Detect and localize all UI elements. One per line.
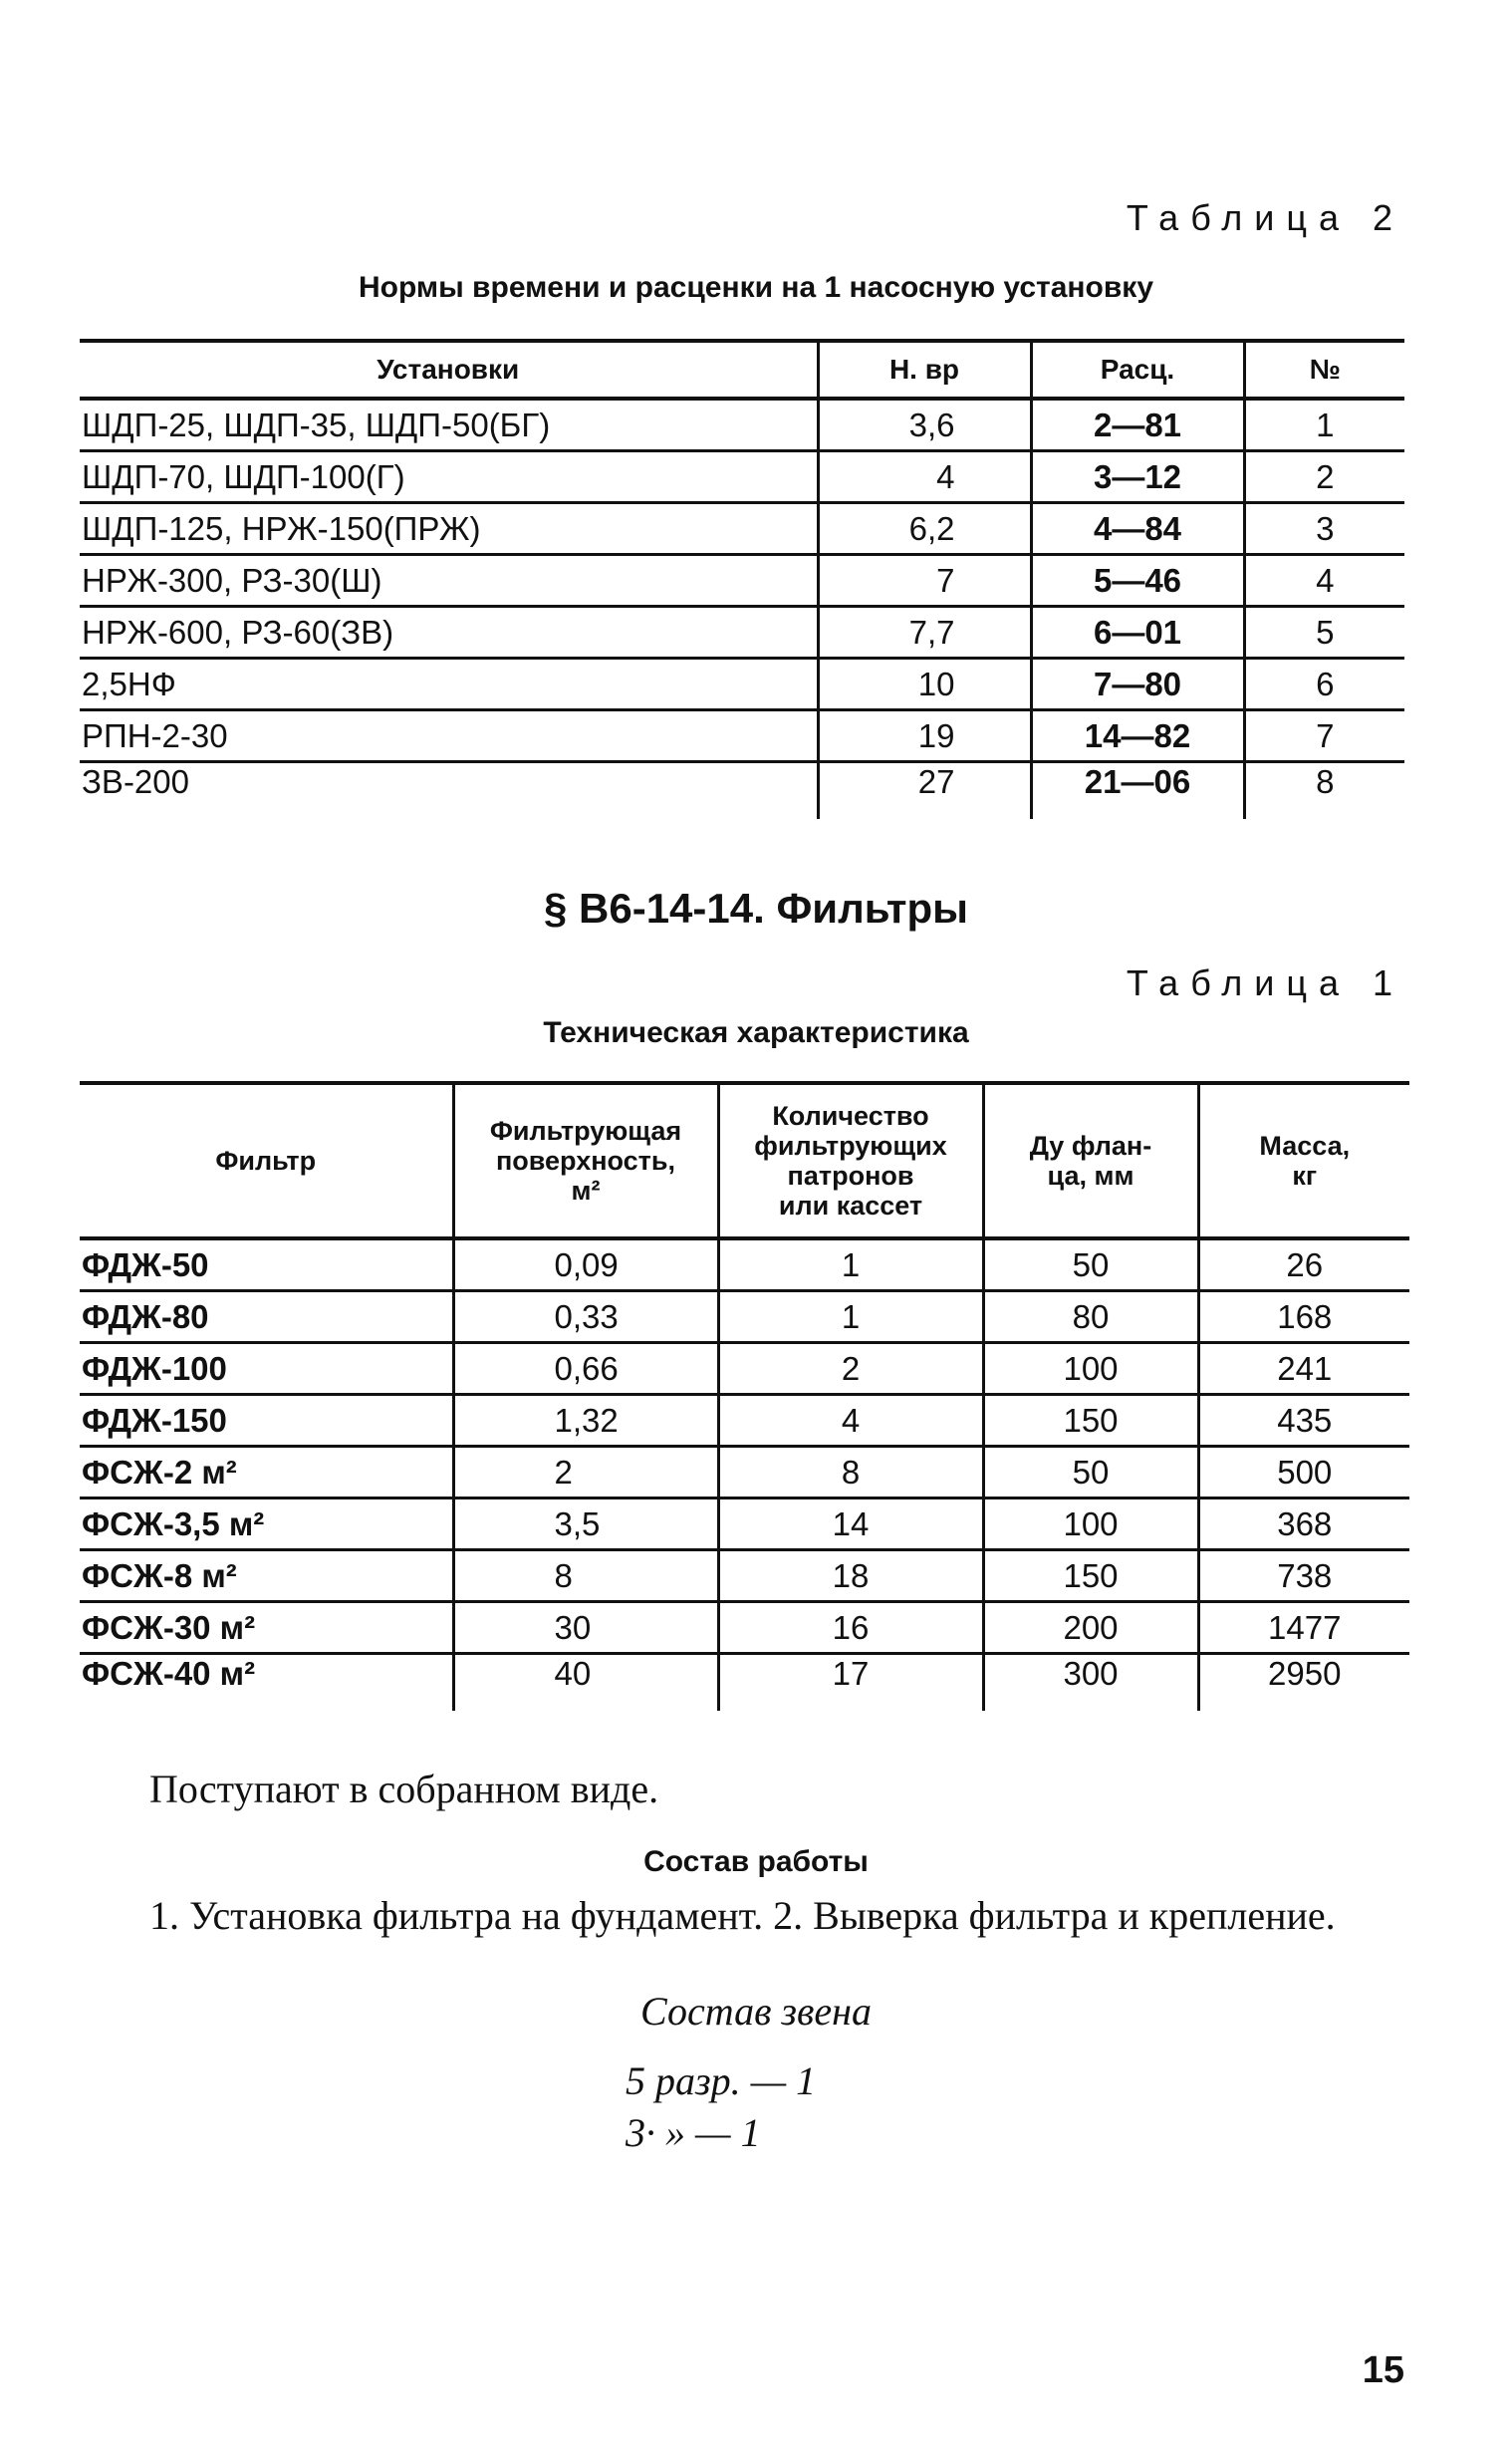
table-row [80,607,1404,659]
table-row [80,1291,1409,1343]
mass-cell: 368 [1198,1498,1409,1550]
number-cell: 3 [1244,503,1404,555]
surface-cell: 0,66 [453,1343,718,1395]
crew-line: 5 разр. — 1 [626,2058,817,2103]
header-line: фильтрующих [754,1131,947,1161]
cartridges-cell: 14 [718,1498,983,1550]
rate-cell: 6—01 [1031,607,1244,659]
table-row [80,762,1404,820]
mass-cell: 168 [1198,1291,1409,1343]
rate-cell: 14—82 [1031,710,1244,762]
surface-cell: 30 [453,1602,718,1654]
number-cell: 6 [1244,659,1404,710]
installation-cell: ШДП-70, ШДП-100(Г) [80,451,818,503]
filter-cell: ФСЖ-8 м² [80,1550,453,1602]
header-line: Ду флан- [1029,1131,1152,1161]
rate-cell: 2—81 [1031,399,1244,451]
filter-cell: ФСЖ-30 м² [80,1602,453,1654]
work-heading: Состав работы [643,1845,869,1878]
filter-cell: ФСЖ-40 м² [82,1655,256,1692]
table-row [80,659,1404,710]
table-row [80,710,1404,762]
delivery-note: Поступают в собранном виде. [149,1767,659,1811]
rate-cell: 4—84 [1031,503,1244,555]
cartridges-cell: 8 [718,1447,983,1498]
surface-cell: 8 [453,1550,718,1602]
filter-cell: ФДЖ-150 [80,1395,453,1447]
table2-label: Таблица 2 [1126,197,1404,238]
header-cell: № [1244,341,1404,399]
surface-cell: 40 [453,1654,718,1712]
table-row [80,1343,1409,1395]
table-row [80,1498,1409,1550]
work-text: 1. Установка фильтра на фундамент. 2. Выверка фильтра и крепление. [149,1893,1336,1938]
flange-cell: 80 [983,1291,1198,1343]
mass-cell: 2950 [1198,1654,1409,1712]
mass-cell: 26 [1198,1238,1409,1291]
table-row [80,1395,1409,1447]
header-cell: Установки [80,341,818,399]
rate-cell: 21—06 [1031,762,1244,820]
table-row [80,1602,1409,1654]
cartridges-cell: 16 [718,1602,983,1654]
cartridges-cell: 4 [718,1395,983,1447]
flange-cell: 50 [983,1447,1198,1498]
flange-header [983,1083,1198,1238]
table-row [80,1447,1409,1498]
header-line: патронов [787,1161,914,1191]
header-line: Масса, [1259,1131,1351,1161]
flange-cell: 300 [983,1654,1198,1712]
rate-cell: 5—46 [1031,555,1244,607]
mass-cell: 1477 [1198,1602,1409,1654]
flange-cell: 150 [983,1550,1198,1602]
filter-header [80,1083,453,1238]
installation-cell: НРЖ-600, РЗ-60(ЗВ) [80,607,818,659]
table-row [80,1654,1409,1712]
flange-cell: 50 [983,1238,1198,1291]
filter-cell: ФДЖ-50 [80,1238,453,1291]
table1-caption: Техническая характеристика [543,1016,969,1049]
installation-cell: ЗВ-200 [82,763,189,800]
header-line: Количество [772,1101,929,1131]
table-header-row [80,341,1404,399]
mass-cell: 435 [1198,1395,1409,1447]
cartridges-cell: 17 [718,1654,983,1712]
header-line: м² [571,1176,601,1206]
mass-header [1198,1083,1409,1238]
table2-caption: Нормы времени и расценки на 1 насосную установку [358,271,1154,304]
surface-cell: 0,33 [453,1291,718,1343]
number-cell: 8 [1244,762,1404,820]
cartridges-cell: 2 [718,1343,983,1395]
header-line: Фильтрующая [489,1116,682,1146]
time-norm-cell: 7 [818,555,1031,607]
flange-cell: 100 [983,1498,1198,1550]
header-line: ца, мм [1047,1161,1134,1191]
header-cell: Расц. [1031,341,1244,399]
table-row [80,451,1404,503]
page-number: 15 [1362,2349,1404,2391]
mass-cell: 738 [1198,1550,1409,1602]
cartridges-cell: 18 [718,1550,983,1602]
header-line: кг [1292,1161,1318,1191]
flange-cell: 100 [983,1343,1198,1395]
flange-cell: 200 [983,1602,1198,1654]
rate-cell: 3—12 [1031,451,1244,503]
number-cell: 4 [1244,555,1404,607]
table-row [80,503,1404,555]
filter-cell: ФДЖ-100 [80,1343,453,1395]
section-title: § В6-14-14. Фильтры [543,885,969,932]
rate-cell: 7—80 [1031,659,1244,710]
number-cell: 7 [1244,710,1404,762]
surface-cell: 1,32 [453,1395,718,1447]
time-norm-cell: 27 [818,762,1031,820]
installation-cell: 2,5НФ [80,659,818,710]
time-norm-cell: 4 [818,451,1031,503]
filter-cell: ФДЖ-80 [80,1291,453,1343]
time-norm-cell: 19 [818,710,1031,762]
table-header-row [80,1083,1409,1238]
mass-cell: 241 [1198,1343,1409,1395]
number-cell: 5 [1244,607,1404,659]
filter-specs-table [80,1081,1409,1711]
table-row [80,399,1404,451]
header-cell: Н. вр [818,341,1031,399]
number-cell: 1 [1244,399,1404,451]
table-row [80,1238,1409,1291]
filter-cell: ФСЖ-3,5 м² [80,1498,453,1550]
table1-label: Таблица 1 [1126,962,1404,1003]
surface-cell: 2 [453,1447,718,1498]
pump-rates-table [80,339,1404,819]
surface-cell: 0,09 [453,1238,718,1291]
header-line: или кассет [778,1191,923,1221]
mass-cell: 500 [1198,1447,1409,1498]
installation-cell: ШДП-25, ШДП-35, ШДП-50(БГ) [80,399,818,451]
surface-cell: 3,5 [453,1498,718,1550]
time-norm-cell: 6,2 [818,503,1031,555]
table-row [80,555,1404,607]
filter-cell: ФСЖ-2 м² [80,1447,453,1498]
crew-heading: Состав звена [639,1989,872,2034]
time-norm-cell: 10 [818,659,1031,710]
surface-header [453,1083,718,1238]
header-line: поверхность, [496,1146,675,1176]
crew-line: 3· » — 1 [626,2110,761,2155]
time-norm-cell: 3,6 [818,399,1031,451]
cartridges-header [718,1083,983,1238]
flange-cell: 150 [983,1395,1198,1447]
installation-cell: НРЖ-300, РЗ-30(Ш) [80,555,818,607]
cartridges-cell: 1 [718,1291,983,1343]
time-norm-cell: 7,7 [818,607,1031,659]
installation-cell: ШДП-125, НРЖ-150(ПРЖ) [80,503,818,555]
installation-cell: РПН-2-30 [80,710,818,762]
table-row [80,1550,1409,1602]
number-cell: 2 [1244,451,1404,503]
crew-lines [626,2055,816,2159]
header-line: Фильтр [215,1146,317,1176]
cartridges-cell: 1 [718,1238,983,1291]
